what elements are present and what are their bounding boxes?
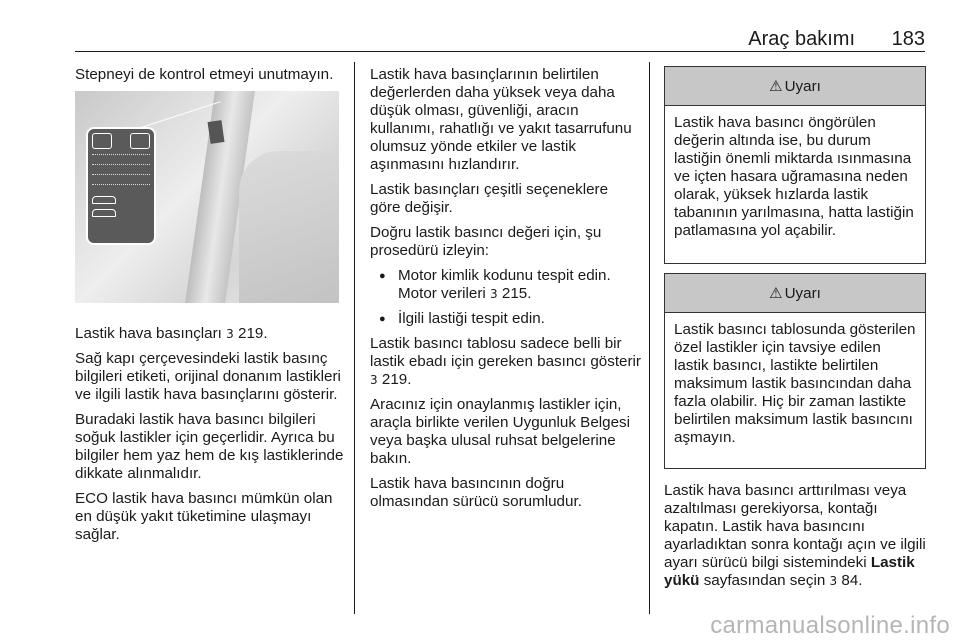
warning-title: Uyarı [784,77,821,95]
warning-body: Lastik hava basıncı öngörülen değerin altında ise, bu durum lastiğin önemli miktarda ısınmasına ve içten hasara uğramasına neden olarak, yüksek hızlarda lastik tabanının yarılmasına, hatta lastiğin patlamasına yol açabilir. [674,114,914,239]
column-divider-1 [354,62,355,614]
warning-icon: ⚠ [769,78,783,95]
page-ref-icon: 3 [829,574,838,588]
page-ref-icon: 3 [370,373,378,387]
cold-tyre-note: Buradaki lastik hava basıncı bilgileri soğuk lastikler için geçerlidir. Ayrıca bu bilgiler hem yaz hem de kış lastiklerinde dikkate alınmalıdır. [75,411,344,482]
warning-header [665,274,925,313]
car-icon [92,196,116,204]
label-row [92,174,150,181]
page-number: 183 [891,28,925,50]
column-1 [75,66,347,551]
tire-info-label [86,127,156,245]
driver-responsibility-paragraph: Lastik hava basıncının doğru olmasından sürücü sorumludur. [370,475,582,510]
eco-pressure-note: ECO lastik hava basıncı mümkün olan en düşük yakıt tüketimine ulaşmayı sağlar. [75,490,333,543]
warning-header [665,67,925,106]
page-header [75,26,925,52]
warning-icon: ⚠ [769,285,783,302]
warning-title: Uyarı [784,284,821,302]
warning-body: Lastik basıncı tablosunda gösterilen özel lastikler için tavsiye edilen lastik basıncı, lastikte belirtilen maksimum lastik basıncından daha fazla olabilir. Hiç bir zaman lastikte belirtilen maksimum lastik basıncını aşmayın. [674,321,916,446]
seat [239,151,339,303]
procedure-list [370,267,642,328]
list-item: ● İlgili lastiği tespit edin. [370,310,642,328]
label-row [92,154,150,161]
adjust-pressure-paragraph: Lastik hava basıncı arttırılması veya azaltılması gerekiyorsa, kontağı kapatın. Lastik hava basıncını ayarladıktan sonra kontağı açın ve ilgili ayarı sürücü bilgi sistemindeki Lastik yükü sayfasından seçin 3 84. [664,482,926,589]
approved-tyres-paragraph: Aracınız için onaylanmış lastikler için, araçla birlikte verilen Uygunluk Belgesi veya başka ulusal ruhsat belgelerine bakın. [370,396,630,467]
warning-box-1 [664,66,926,264]
tire-pressure-label-photo [75,91,339,303]
column-divider-2 [649,62,650,614]
pressure-table-paragraph: Lastik basıncı tablosu sadece belli bir lastik ebadı için gereken basıncı gösterir 3 219. [370,335,641,388]
car-loaded-icon [92,209,116,217]
label-row [92,164,150,171]
header-rule [75,51,925,52]
column-3-text [664,482,926,597]
list-item: ● Motor kimlik kodunu tespit edin. Motor verileri 3 215. [370,267,642,303]
page-ref-icon: 3 [490,287,498,301]
pressure-options-paragraph: Lastik basınçları çeşitli seçeneklere göre değişir. [370,181,609,216]
label-description: Sağ kapı çerçevesindeki lastik basınç bilgileri etiketi, orijinal donanım lastikleri ve ilgili lastik hava basınçlarını gösterir. [75,350,341,403]
door-sticker [208,120,225,144]
label-row [92,184,150,191]
tire-icon [92,133,112,149]
menu-name: Lastik yükü [664,554,915,589]
procedure-intro: Doğru lastik basıncı değeri için, şu prosedürü izleyin: [370,224,602,259]
warning-box-2 [664,273,926,469]
page-ref-icon: 3 [226,327,234,341]
pressure-effects-paragraph: Lastik hava basınçlarının belirtilen değerlerden daha yüksek veya daha düşük olması, güvenliği, aracın kullanımı, rahatlığı ve yakıt tasarrufunu olumsuz yönde etkiler ve lastik aşınmasını hızlandırır. [370,66,632,173]
tire-pressure-ref-paragraph: Lastik hava basınçları 3 219. [75,325,268,342]
book-icon [130,133,150,149]
page-title: Araç bakımı [748,28,855,50]
spare-tyre-note: Stepneyi de kontrol etmeyi unutmayın. [75,66,334,83]
column-2 [370,66,642,518]
watermark: carmanualsonline.info [710,612,950,639]
